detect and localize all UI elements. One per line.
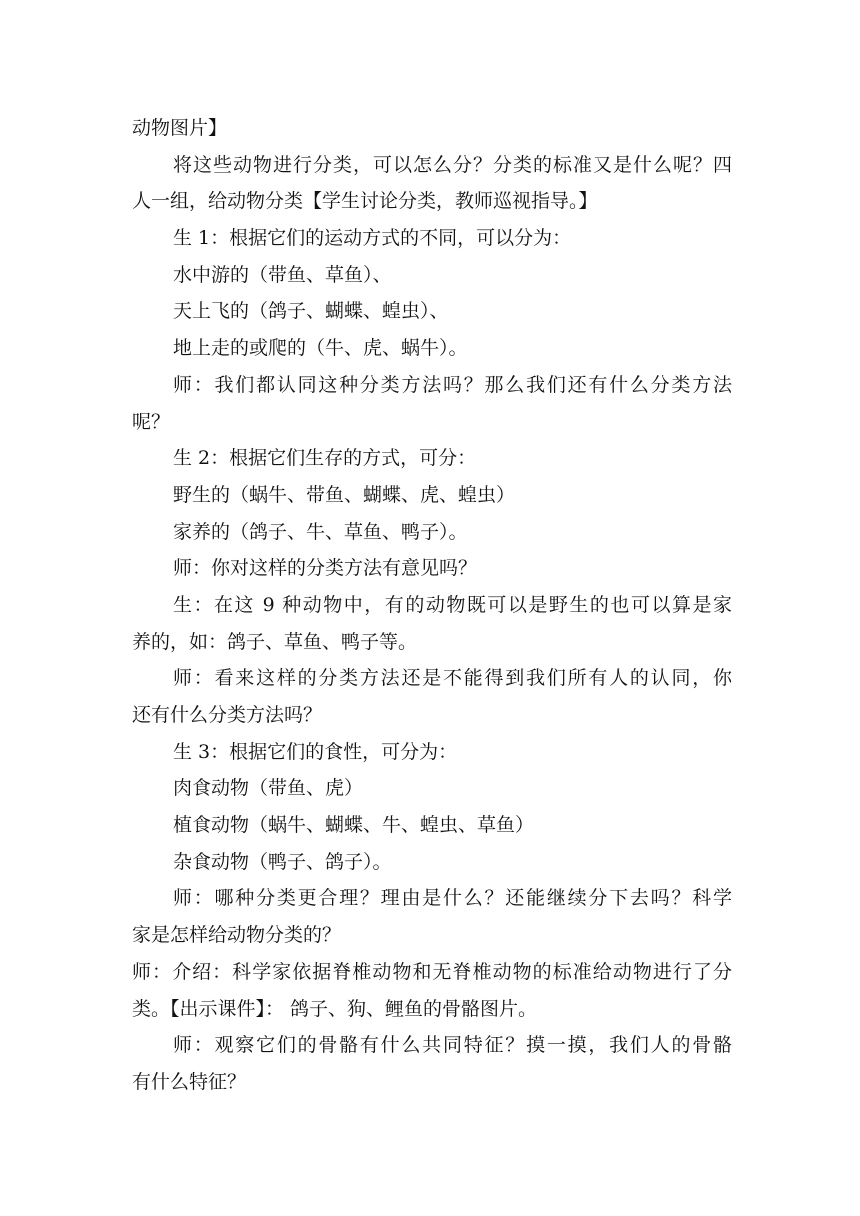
text-line: 还有什么分类方法吗？ [132,704,323,726]
text-line: 师：我们都认同这种分类方法吗？那么我们还有什么分类方法 [173,373,732,396]
text-line: 天上飞的（鸽子、蝴蝶、蝗虫）、 [173,300,449,323]
text-line: 师：看来这样的分类方法还是不能得到我们所有人的认同，你 [173,667,732,690]
text-line: 生 2：根据它们生存的方式，可分： [173,447,477,470]
text-line: 将这些动物进行分类，可以怎么分？分类的标准又是什么呢？四 [173,153,732,176]
text-line: 家养的（鸽子、牛、草鱼、鸭子）。 [173,520,468,543]
text-line: 师：介绍：科学家依据脊椎动物和无脊椎动物的标准给动物进行了分 [132,960,732,983]
text-line: 类。【出示课件】： 鸽子、狗、鲤鱼的骨骼图片。 [132,997,538,1020]
text-line: 动物图片】 [132,117,228,139]
text-line: 生：在这 9 种动物中，有的动物既可以是野生的也可以算是家 [173,593,732,616]
text-line: 师：你对这样的分类方法有意见吗？ [173,557,478,580]
text-line: 师：观察它们的骨骼有什么共同特征？摸一摸，我们人的骨骼 [173,1034,732,1057]
text-line: 呢？ [132,410,171,433]
lesson-text [132,110,732,1101]
text-line: 师：哪种分类更合理？理由是什么？还能继续分下去吗？科学 [173,887,732,910]
text-line: 杂食动物（鸭子、鸽子）。 [173,850,392,873]
text-line: 人一组，给动物分类【学生讨论分类，教师巡视指导。】 [132,190,598,213]
text-line: 肉食动物（带鱼、虎） [173,777,364,800]
text-line: 野生的（蜗牛、带鱼、蝴蝶、虎、蝗虫） [173,483,516,506]
text-line: 水中游的（带鱼、草鱼）、 [173,263,392,286]
text-line: 生 3：根据它们的食性，可分为： [173,740,458,763]
text-line: 家是怎样给动物分类的？ [132,924,342,947]
text-line: 植食动物（蜗牛、蝴蝶、牛、蝗虫、草鱼） [173,814,535,837]
text-line: 养的，如：鸽子、草鱼、鸭子等。 [132,630,418,653]
text-line: 有什么特征？ [132,1070,247,1093]
text-line: 生 1：根据它们的运动方式的不同，可以分为： [173,227,572,250]
text-line: 地上走的或爬的（牛、虎、蜗牛）。 [173,337,468,360]
